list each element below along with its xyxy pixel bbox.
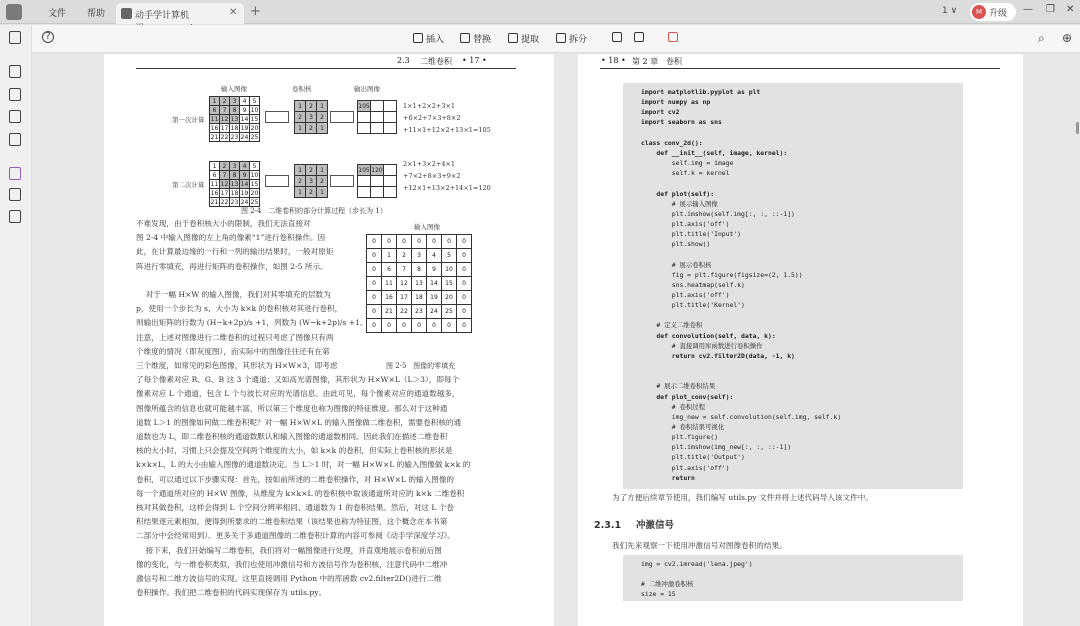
convert-icon[interactable] — [9, 133, 21, 146]
trash-icon — [668, 32, 678, 42]
fig24-caption: 图 2-4 二维卷积的部分计算过程（步长为 1） — [241, 207, 387, 215]
body-text-line: 三个维度，如常见的彩色图像，其形状为 H×W×3，即考虑 — [136, 361, 338, 370]
code-line: plt.show() — [641, 240, 711, 249]
grid-cell: 1 — [295, 123, 306, 134]
grid-cell: 24 — [240, 133, 249, 141]
grid-cell: 2 — [295, 176, 306, 187]
code-line: import cv2 — [641, 108, 680, 117]
body-text-line: 积结果逐元素相加，便得到所要求的二维卷积结果（该结果也称为特征图，这个概念在本书第 — [136, 517, 448, 527]
code-line: # 卷积过程 — [641, 402, 706, 411]
grid-cell: 5 — [250, 97, 260, 106]
grid-cell: 12 — [397, 277, 412, 291]
grid-cell: 1 — [210, 162, 220, 171]
replace-button[interactable] — [460, 32, 491, 45]
grid-cell: 2 — [306, 123, 317, 134]
grid-cell: 0 — [442, 235, 457, 249]
equation-line: +11×1+12×2+13×1=105 — [403, 126, 491, 134]
equation-line: 2×1+3×2+4×1 — [403, 160, 456, 168]
output-cell — [358, 187, 371, 198]
output-cell — [371, 123, 384, 134]
code-line: plt.title('Output') — [641, 453, 745, 462]
grid-cell: 9 — [240, 171, 250, 180]
insert-button[interactable] — [413, 32, 444, 45]
grid-cell: 16 — [382, 291, 397, 305]
body-text-line: 核的大小时，习惯上只会提及空间两个维度的大小，如 k×k 的卷积，但实际上卷积核的形状是 — [136, 446, 453, 456]
grid-cell: 12 — [220, 180, 229, 188]
left-page-number: • 17 • — [462, 56, 487, 65]
grid-cell: 22 — [220, 198, 229, 206]
grid-cell: 8 — [230, 106, 240, 115]
fig25-caption: 图 2-5 图像的零填充 — [386, 362, 456, 370]
body-text-line: 不难发现，由于卷积核大小的限制，我们无法直接对 — [136, 219, 311, 228]
grid-cell: 3 — [412, 249, 427, 263]
grid-cell: 1 — [317, 123, 328, 134]
body-text-line: 激信号和二维方波信号的实现。这里直接调用 Python 中的库函数 cv2.filter2D()进行二维 — [136, 574, 442, 583]
ai-icon[interactable] — [9, 167, 21, 180]
grid-cell: 0 — [457, 305, 472, 319]
grid-cell: 0 — [427, 319, 442, 333]
fig24-output-label: 输出图像 — [354, 85, 380, 93]
code-block — [623, 83, 963, 489]
zoom-icon[interactable]: ⊕ — [1062, 31, 1073, 45]
body-text-line: 道数 L＞1 的图像如何做二维卷积呢？对一幅 H×W×L 的输入图像做二维卷积，需要卷积核的通 — [136, 417, 462, 427]
document-viewer[interactable] — [32, 54, 1080, 626]
grid-cell: 0 — [367, 235, 382, 249]
grid-cell: 15 — [250, 115, 259, 123]
grid-cell: 2 — [220, 162, 230, 171]
fig24-row1-label: 第一次计算 — [172, 116, 205, 124]
output-cell — [384, 112, 397, 123]
grid-cell: 25 — [442, 305, 457, 319]
thumbnail-icon[interactable] — [9, 31, 21, 44]
arrow-icon — [265, 111, 289, 123]
grid-cell: 24 — [240, 198, 249, 206]
edit-icon[interactable] — [9, 65, 21, 78]
body-text-line: 像素对应 L 个通道，包含 L 个与波长对应的光谱信息。由此可见，每个像素对应的通道数越多， — [136, 389, 460, 399]
grid-cell: 0 — [367, 305, 382, 319]
arrow-icon — [265, 175, 289, 187]
grid-cell: 2 — [306, 165, 317, 176]
right-page — [578, 54, 1023, 626]
grid-cell: 7 — [220, 106, 230, 115]
grid-cell: 3 — [306, 176, 317, 187]
rotate-left-button[interactable] — [612, 32, 625, 44]
grid-cell: 0 — [367, 249, 382, 263]
grid-cell: 4 — [240, 97, 250, 106]
grid-cell: 1 — [295, 187, 306, 198]
output-cell: 105 — [358, 102, 370, 110]
grid-cell: 11 — [210, 115, 219, 123]
grid-cell: 2 — [317, 112, 328, 123]
grid-cell: 3 — [230, 162, 240, 171]
grid-cell: 25 — [250, 133, 259, 141]
grid-cell: 10 — [250, 171, 259, 179]
body-text-line: 像的变化，与一维卷积类似，我们也使用冲激信号和方波信号作为卷积核，注意代码中二维冲 — [136, 559, 448, 569]
grid-cell: 13 — [412, 277, 427, 291]
search-icon[interactable]: ⌕ — [1038, 31, 1045, 45]
code-line: fig = plt.figure(figsize=(2, 1.5)) — [641, 270, 803, 279]
body-text-line: 卷积操作。我们把二维卷积的代码实现保存为 utils.py。 — [136, 588, 327, 598]
header-rule — [600, 68, 1000, 69]
grid-cell: 3 — [306, 112, 317, 123]
fig24-kernel-grid-1 — [294, 100, 328, 134]
equation-line: +12×1+13×2+14×1=120 — [403, 184, 491, 192]
output-cell — [384, 101, 397, 112]
fig24-output-grid-2 — [357, 164, 397, 198]
grid-cell: 13 — [230, 180, 239, 188]
rotate-left-icon — [612, 32, 622, 42]
body-text-line: 核对其做卷积，这样会得到 L 个空间分辨率相同、通道数为 1 的卷积结果。然后，对这 L 个卷 — [136, 503, 454, 512]
restore-button[interactable]: ❐ — [1046, 4, 1055, 15]
grid-cell: 2 — [295, 112, 306, 123]
grid-cell: 6 — [210, 171, 220, 180]
grid-cell: 24 — [427, 305, 442, 319]
fig24-equation-2 — [403, 158, 491, 194]
fig24-kernel-label: 卷积核 — [292, 85, 312, 93]
output-cell — [358, 112, 371, 123]
grid-cell: 0 — [382, 235, 397, 249]
code-line: plt.axis('off') — [641, 291, 730, 299]
equation-line: +6×2+7×3+8×2 — [403, 114, 461, 122]
fig24-input-label: 输入图像 — [221, 85, 247, 93]
body-text-line: 对于一幅 H×W 的输入图像，我们对其零填充的层数为 — [136, 290, 331, 299]
grid-cell: 21 — [210, 198, 219, 206]
grid-cell: 10 — [250, 106, 259, 114]
grid-cell: 0 — [457, 249, 472, 263]
grid-cell: 0 — [367, 277, 382, 291]
grid-cell: 1 — [317, 165, 328, 176]
grid-cell: 15 — [442, 277, 457, 291]
body-text-line: 则输出矩阵的行数为 (H−k+2p)/s +1，列数为 (W−k+2p)/s +1。 — [136, 318, 368, 328]
fig24-kernel-grid-2 — [294, 164, 328, 198]
grid-cell: 16 — [210, 124, 219, 132]
fig24-row2-label: 第二次计算 — [172, 181, 205, 189]
grid-cell: 25 — [250, 198, 259, 206]
scrollbar[interactable] — [1076, 122, 1079, 134]
body-text-line: 个维度的情况（即灰度图），而实际中的图像往往还有在第 — [136, 346, 330, 356]
grid-cell: 1 — [295, 165, 306, 176]
left-header-section: 2.3 — [397, 56, 410, 65]
grid-cell: 0 — [442, 319, 457, 333]
grid-cell: 11 — [382, 277, 397, 291]
extract-icon — [508, 33, 518, 43]
code-line: # 展示卷积核 — [641, 260, 712, 269]
grid-cell: 21 — [382, 305, 397, 319]
toolbar — [0, 25, 1080, 53]
body-text-line: 图像所蕴含的信息也就可能越丰富，所以第三个维度也称为图像的特征维度。那么对于这种通 — [136, 403, 448, 413]
grid-cell: 20 — [250, 189, 259, 197]
grid-cell: 4 — [240, 162, 250, 171]
output-cell — [384, 123, 397, 134]
title-bar — [0, 0, 1080, 24]
grid-cell: 19 — [240, 124, 249, 132]
grid-cell: 8 — [412, 263, 427, 277]
grid-cell: 6 — [382, 263, 397, 277]
grid-cell: 2 — [317, 176, 328, 187]
grid-cell: 1 — [317, 101, 328, 112]
close-window-button[interactable]: ✕ — [1066, 4, 1075, 15]
code-line: import seaborn as sns — [641, 118, 722, 127]
output-cell — [384, 176, 397, 187]
grid-cell: 1 — [382, 249, 397, 263]
grid-cell: 7 — [397, 263, 412, 277]
tab-title: 动手学计算机 — [135, 11, 190, 21]
code-line: # 展示输入图像 — [641, 199, 718, 208]
grid-cell: 7 — [220, 171, 230, 180]
section-text: 我们先来观察一下使用冲激信号对图像卷积的结果。 — [612, 541, 787, 550]
code-line: plt.title('Kernel') — [641, 301, 745, 310]
output-cell — [384, 165, 397, 176]
code-line: return cv2.filter2D(data, -1, k) — [641, 351, 795, 360]
grid-cell: 18 — [230, 124, 239, 132]
grid-cell: 21 — [210, 133, 219, 141]
avatar: M — [972, 5, 986, 19]
help-icon[interactable]: ? — [42, 31, 54, 43]
body-text-line: 此，在计算最边缘的一行和一列的输出结果时，一般对原矩 — [136, 247, 334, 257]
code-line: # 直接调用库函数进行卷积操作 — [641, 341, 763, 350]
grid-cell: 22 — [220, 133, 229, 141]
grid-cell: 0 — [367, 263, 382, 277]
code-line: import numpy as np — [641, 98, 711, 107]
grid-cell: 0 — [457, 263, 472, 277]
code-line: plt.imshow(self.img[:, :, ::-1]) — [641, 209, 795, 218]
grid-cell: 10 — [442, 263, 457, 277]
pdf-file-icon — [121, 8, 132, 19]
compress-icon[interactable] — [9, 210, 21, 223]
code-line: return — [641, 473, 695, 482]
code-line: # 二维冲激卷积核 — [641, 580, 694, 589]
new-tab-button[interactable]: + — [250, 4, 261, 19]
body-text-line: k×k×L，L 的大小由输入图像的通道数决定。当 L＞1 时，对一幅 H×W×L 的输入图像做 k×k 的 — [136, 460, 471, 470]
output-cell — [371, 176, 384, 187]
grid-cell: 22 — [397, 305, 412, 319]
grid-cell: 3 — [230, 97, 240, 106]
grid-cell: 20 — [442, 291, 457, 305]
grid-cell: 23 — [412, 305, 427, 319]
code-line: def convolution(self, data, k): — [641, 331, 776, 340]
delete-button[interactable] — [668, 32, 681, 44]
body-text-line: 卷积，可以通过以下步骤实现：首先，按如前所述的二维卷积操作，对 H×W×L 的输入图像的 — [136, 474, 454, 484]
code-line: plt.imshow(img_new[:, :, ::-1]) — [641, 443, 792, 452]
output-cell — [358, 176, 371, 187]
arrow-icon — [330, 175, 354, 187]
upgrade-label: 升级 — [989, 9, 1008, 19]
code-line: # 卷积结果可视化 — [641, 422, 725, 431]
code-line: plt.figure() — [641, 433, 718, 442]
split-label: 拆分 — [569, 35, 588, 45]
grid-cell: 1 — [210, 97, 220, 106]
body-text-line: 每一个通道所对应的 H×W 图像，从维度为 k×k×L 的卷积核中取该通道所对应的 k×k 二维卷积 — [136, 488, 465, 498]
annotate-icon[interactable] — [9, 88, 21, 101]
grid-cell: 0 — [427, 235, 442, 249]
body-text-line: 道数也为 L，即二维卷积核的通道数默认和输入图像的通道数相同。因此我们在描述二维卷积 — [136, 432, 448, 441]
grid-cell: 19 — [427, 291, 442, 305]
code-line: plt.title('Input') — [641, 230, 742, 239]
code-block-2 — [623, 555, 963, 601]
grid-cell: 2 — [306, 101, 317, 112]
after-code-text: 为了方便后续章节使用，我们编写 utils.py 文件并将上述代码导入该文件中。 — [612, 493, 873, 502]
fig24-input-grid-1 — [209, 96, 260, 142]
body-text-line: 二部分中会经常用到）。更多关于多通道图像的二维卷积计算的内容可参阅《动手学深度学习》。 — [136, 531, 455, 541]
output-cell — [371, 187, 384, 198]
insert-label: 插入 — [426, 35, 445, 45]
organize-icon[interactable] — [9, 188, 21, 201]
code-line: def plot_conv(self): — [641, 392, 734, 401]
grid-cell: 17 — [220, 189, 229, 197]
grid-cell: 14 — [240, 115, 249, 123]
left-header-title: 二维卷积 — [420, 57, 452, 66]
grid-cell: 1 — [317, 187, 328, 198]
right-header-chapter: 第 2 章 — [632, 57, 659, 66]
version-dropdown[interactable]: 1 ∨ — [942, 6, 958, 16]
split-button[interactable] — [556, 32, 587, 45]
grid-cell: 6 — [210, 106, 220, 115]
output-cell: 105 — [358, 166, 370, 174]
grid-cell: 0 — [412, 319, 427, 333]
grid-cell: 14 — [240, 180, 249, 188]
code-line: size = 15 — [641, 590, 676, 599]
grid-cell: 13 — [230, 115, 239, 123]
grid-cell: 9 — [427, 263, 442, 277]
body-text-line: 接下来，我们开始编写二维卷积，我们将对一幅图像进行处理，并直观地展示卷积前后图 — [136, 545, 442, 555]
grid-cell: 16 — [210, 189, 219, 197]
tab-close-icon[interactable]: ✕ — [229, 7, 238, 18]
grid-cell: 19 — [240, 189, 249, 197]
grid-cell: 0 — [367, 319, 382, 333]
grid-cell: 12 — [220, 115, 229, 123]
fig24-input-grid-2 — [209, 161, 260, 207]
form-icon[interactable] — [9, 110, 21, 123]
extract-button[interactable] — [508, 32, 539, 45]
replace-label: 替换 — [473, 35, 492, 45]
body-text-line: 图 2-4 中输入图像的左上角的像素“1”进行卷积操作。因 — [136, 233, 326, 243]
menu-help[interactable]: 帮助 — [87, 9, 106, 19]
header-rule — [136, 68, 516, 69]
left-page — [104, 54, 554, 626]
grid-cell: 0 — [367, 291, 382, 305]
grid-cell: 17 — [220, 124, 229, 132]
grid-cell: 4 — [427, 249, 442, 263]
code-line: sns.heatmap(self.k) — [641, 280, 745, 289]
menu-file[interactable]: 文件 — [48, 9, 67, 19]
section-title: 冲激信号 — [636, 520, 675, 531]
equation-line: 1×1+2×2+3×1 — [403, 102, 456, 110]
code-line: img = cv2.imread('lena.jpeg') — [641, 560, 753, 568]
code-line: img_new = self.convolution(self.img, self.k) — [641, 412, 842, 421]
rotate-right-icon — [634, 32, 644, 42]
grid-cell: 17 — [397, 291, 412, 305]
output-cell — [371, 101, 384, 112]
grid-cell: 0 — [457, 291, 472, 305]
grid-cell: 18 — [230, 189, 239, 197]
grid-cell: 2 — [397, 249, 412, 263]
grid-cell: 0 — [397, 319, 412, 333]
code-line: def __init__(self, image, kernel): — [641, 148, 788, 157]
body-text-line: 注意，上述对图像进行二维卷积的过程只考虑了图像只有两 — [136, 332, 334, 342]
rotate-right-button[interactable] — [634, 32, 647, 44]
grid-cell: 14 — [427, 277, 442, 291]
fig25-title: 输入图像 — [414, 223, 440, 231]
document-tab[interactable] — [116, 3, 244, 24]
grid-cell: 11 — [210, 180, 219, 188]
extract-label: 提取 — [521, 35, 540, 45]
output-cell — [358, 123, 371, 134]
app-logo-icon — [6, 4, 22, 20]
right-page-number: • 18 • — [601, 56, 626, 65]
output-cell — [384, 187, 397, 198]
grid-cell: 2 — [220, 97, 230, 106]
body-text-line: 阵进行零填充，再进行矩阵的卷积操作，如图 2-5 所示。 — [136, 261, 328, 271]
right-header-title: 卷积 — [666, 57, 682, 66]
equation-line: +7×2+8×3+9×2 — [403, 172, 461, 180]
grid-cell: 5 — [250, 162, 260, 171]
grid-cell: 9 — [240, 106, 250, 115]
fig24-output-grid-1 — [357, 100, 397, 134]
insert-icon — [413, 33, 423, 43]
code-line: plt.axis('off') — [641, 463, 730, 472]
code-line: # 定义二维卷积 — [641, 321, 703, 330]
grid-cell: 0 — [457, 319, 472, 333]
code-line: class conv_2d(): — [641, 138, 703, 147]
section-number: 2.3.1 — [594, 520, 622, 531]
code-line: # 展示二维卷积结果 — [641, 382, 716, 391]
grid-cell: 0 — [397, 235, 412, 249]
upgrade-button[interactable] — [970, 3, 1016, 21]
code-line: def plot(self): — [641, 189, 715, 198]
fig24-equation-1 — [403, 100, 491, 136]
left-sidebar — [0, 25, 32, 626]
code-line: import matplotlib.pyplot as plt — [641, 88, 761, 96]
body-text-line: 了每个像素对应 R、G、B 这 3 个通道；又如高光谱图像，其形状为 H×W×L（L＞3），即每个 — [136, 375, 460, 385]
grid-cell: 23 — [230, 198, 239, 206]
code-line: self.k = kernel — [641, 169, 730, 178]
grid-cell: 8 — [230, 171, 240, 180]
minimize-button[interactable]: — — [1023, 4, 1033, 15]
grid-cell: 5 — [442, 249, 457, 263]
grid-cell: 0 — [382, 319, 397, 333]
grid-cell: 23 — [230, 133, 239, 141]
replace-icon — [460, 33, 470, 43]
fig25-padded-grid — [366, 234, 472, 333]
grid-cell: 0 — [457, 277, 472, 291]
grid-cell: 20 — [250, 124, 259, 132]
code-line: plt.axis('off') — [641, 219, 730, 228]
grid-cell: 15 — [250, 180, 259, 188]
grid-cell: 18 — [412, 291, 427, 305]
split-icon — [556, 33, 566, 43]
grid-cell: 0 — [412, 235, 427, 249]
body-text-line: p，使用一个步长为 s、大小为 k×k 的卷积核对其进行卷积， — [136, 304, 343, 314]
output-cell — [371, 112, 384, 123]
grid-cell: 2 — [306, 187, 317, 198]
arrow-icon — [330, 111, 354, 123]
output-cell: 120 — [371, 166, 383, 174]
code-line: self.img = image — [641, 159, 734, 168]
grid-cell: 0 — [457, 235, 472, 249]
grid-cell: 1 — [295, 101, 306, 112]
